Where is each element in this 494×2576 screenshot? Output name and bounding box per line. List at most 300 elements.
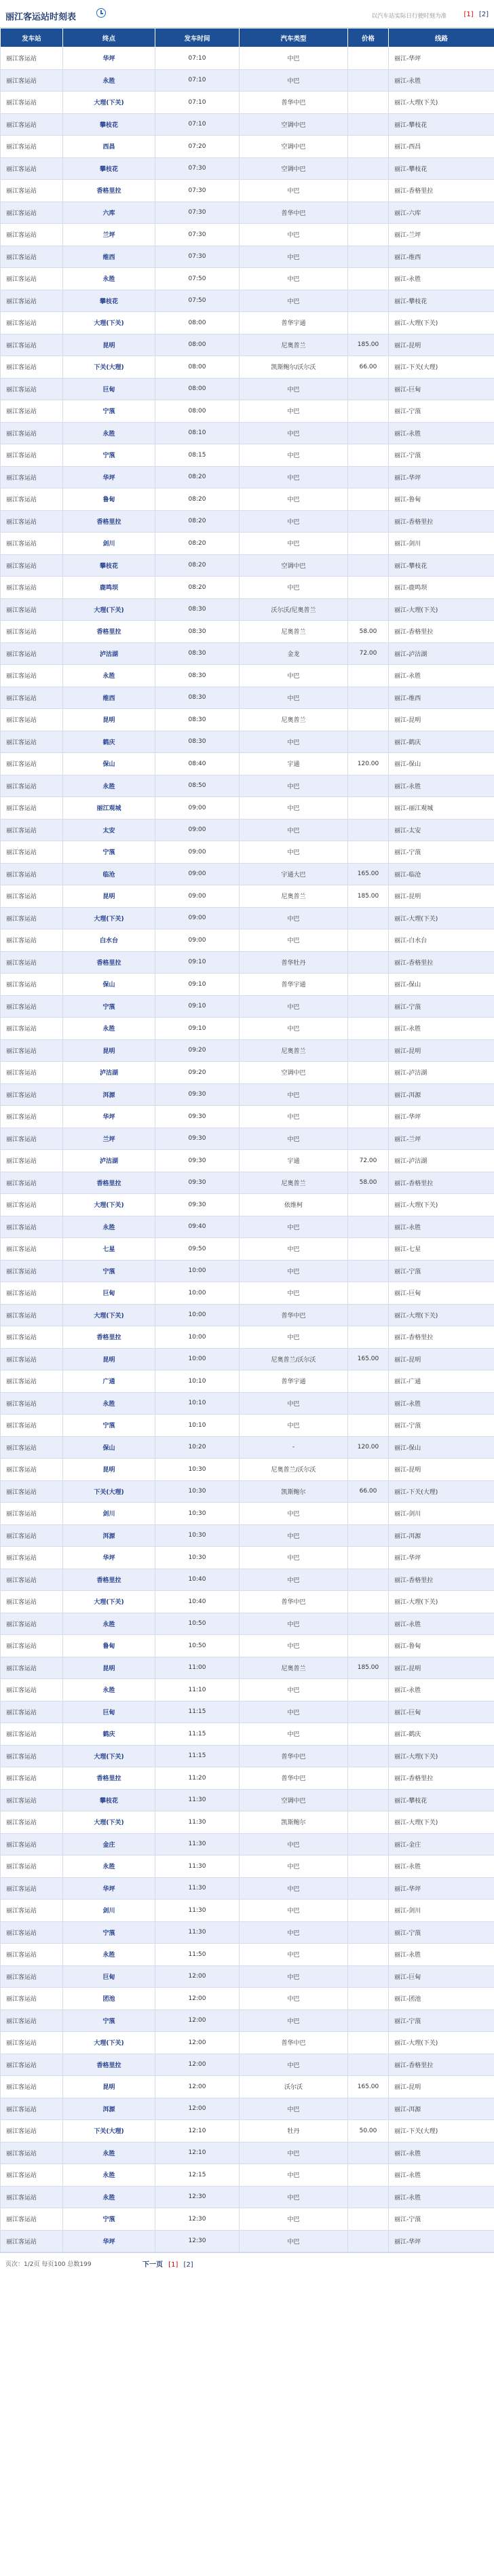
cell-price: [348, 268, 389, 290]
cell-price: [348, 2010, 389, 2032]
cell-price: [348, 113, 389, 136]
cell-start-station: 丽江客运站: [1, 1106, 63, 1128]
cell-start-station: 丽江客运站: [1, 1811, 63, 1834]
cell-price: [348, 797, 389, 820]
cell-price: [348, 422, 389, 444]
cell-destination[interactable]: 宁蒗: [63, 841, 155, 864]
cell-bus-type: 尼奥普兰/沃尔沃: [240, 1348, 348, 1370]
cell-destination[interactable]: 丽江观城: [63, 797, 155, 820]
cell-departure-time: 10:50: [155, 1613, 240, 1635]
cell-price: [348, 1723, 389, 1746]
table-row: [1, 1613, 494, 1635]
cell-destination[interactable]: 洱源: [63, 1083, 155, 1106]
cell-route: 丽江-昆明: [389, 1348, 494, 1370]
cell-price: [348, 665, 389, 687]
cell-price: 120.00: [348, 1436, 389, 1459]
cell-route: 丽江-巨甸: [389, 1965, 494, 1988]
cell-departure-time: 08:20: [155, 554, 240, 577]
cell-destination[interactable]: 七星: [63, 1238, 155, 1261]
cell-price: [348, 1194, 389, 1216]
cell-route: 丽江-泸沽湖: [389, 1150, 494, 1172]
cell-destination[interactable]: 大理(下关): [63, 1811, 155, 1834]
cell-departure-time: 10:30: [155, 1524, 240, 1547]
table-row: [1, 378, 494, 400]
cell-start-station: 丽江客运站: [1, 92, 63, 114]
cell-price: [348, 598, 389, 621]
cell-price: [348, 1392, 389, 1415]
table-row: [1, 2230, 494, 2252]
cell-destination[interactable]: 保山: [63, 1436, 155, 1459]
cell-destination[interactable]: 六库: [63, 201, 155, 224]
cell-destination[interactable]: 维西: [63, 687, 155, 709]
cell-destination[interactable]: 香格里拉: [63, 1569, 155, 1591]
cell-bus-type: 中巴: [240, 1083, 348, 1106]
cell-route: 丽江-兰坪: [389, 1128, 494, 1150]
cell-price: [348, 1415, 389, 1437]
cell-price: [348, 841, 389, 864]
cell-route: 丽江-宁蒗: [389, 1921, 494, 1944]
cell-start-station: 丽江客运站: [1, 1988, 63, 2010]
cell-destination[interactable]: 下关(大理): [63, 356, 155, 379]
cell-destination[interactable]: 大理(下关): [63, 1304, 155, 1326]
cell-start-station: 丽江客运站: [1, 995, 63, 1018]
table-row: [1, 2032, 494, 2054]
cell-destination[interactable]: 大理(下关): [63, 1194, 155, 1216]
cell-destination[interactable]: 洱源: [63, 2098, 155, 2120]
cell-destination[interactable]: 兰坪: [63, 1128, 155, 1150]
cell-start-station: 丽江客运站: [1, 1392, 63, 1415]
page-link-1-bottom[interactable]: [1]: [168, 2261, 178, 2269]
cell-destination[interactable]: 香格里拉: [63, 1326, 155, 1349]
cell-destination[interactable]: 永胜: [63, 2186, 155, 2208]
cell-bus-type: 沃尔沃/尼奥普兰: [240, 598, 348, 621]
cell-destination[interactable]: 华坪: [63, 1106, 155, 1128]
cell-destination[interactable]: 剑川: [63, 1900, 155, 1922]
cell-start-station: 丽江客运站: [1, 577, 63, 599]
cell-destination[interactable]: 巨甸: [63, 1701, 155, 1723]
cell-start-station: 丽江客运站: [1, 1370, 63, 1393]
cell-destination[interactable]: 宁蒗: [63, 400, 155, 423]
table-row: [1, 1039, 494, 1062]
cell-destination[interactable]: 昆明: [63, 1459, 155, 1481]
cell-bus-type: 中巴: [240, 1415, 348, 1437]
next-page-link[interactable]: 下一页: [142, 2261, 163, 2269]
cell-departure-time: 11:20: [155, 1767, 240, 1790]
cell-destination[interactable]: 永胜: [63, 69, 155, 92]
cell-price: [348, 400, 389, 423]
cell-bus-type: 宇通: [240, 1150, 348, 1172]
cell-destination[interactable]: 洱源: [63, 1524, 155, 1547]
cell-departure-time: 08:40: [155, 753, 240, 775]
cell-departure-time: 08:00: [155, 334, 240, 356]
cell-destination[interactable]: 香格里拉: [63, 1767, 155, 1790]
cell-destination[interactable]: 永胜: [63, 1018, 155, 1040]
cell-price: [348, 2142, 389, 2164]
cell-departure-time: 11:30: [155, 1833, 240, 1856]
table-row: [1, 753, 494, 775]
cell-destination[interactable]: 巨甸: [63, 1965, 155, 1988]
cell-destination[interactable]: 鹤庆: [63, 731, 155, 753]
cell-departure-time: 12:00: [155, 1965, 240, 1988]
cell-route: 丽江-昆明: [389, 1459, 494, 1481]
cell-departure-time: 09:30: [155, 1172, 240, 1194]
table-row: [1, 951, 494, 974]
cell-bus-type: 中巴: [240, 2208, 348, 2231]
cell-destination[interactable]: 攀枝花: [63, 554, 155, 577]
cell-bus-type: 中巴: [240, 1701, 348, 1723]
cell-destination[interactable]: 维西: [63, 246, 155, 268]
table-row: [1, 2186, 494, 2208]
col-header-departure-time: 发车时间: [155, 28, 240, 47]
cell-route: 丽江-攀枝花: [389, 157, 494, 180]
cell-destination[interactable]: 永胜: [63, 665, 155, 687]
cell-destination[interactable]: 攀枝花: [63, 113, 155, 136]
cell-bus-type: 中巴: [240, 400, 348, 423]
cell-start-station: 丽江客运站: [1, 1833, 63, 1856]
cell-destination[interactable]: 泸沽湖: [63, 642, 155, 665]
cell-destination[interactable]: 华坪: [63, 47, 155, 70]
cell-departure-time: 08:30: [155, 665, 240, 687]
cell-bus-type: 中巴: [240, 1106, 348, 1128]
cell-bus-type: 中巴: [240, 665, 348, 687]
cell-bus-type: 中巴: [240, 1613, 348, 1635]
cell-destination[interactable]: 剑川: [63, 533, 155, 555]
cell-route: 丽江-华坪: [389, 2230, 494, 2252]
cell-destination[interactable]: 宁蒗: [63, 995, 155, 1018]
cell-destination[interactable]: 巨甸: [63, 378, 155, 400]
cell-price: [348, 1701, 389, 1723]
cell-route: 丽江-剑川: [389, 1900, 494, 1922]
cell-departure-time: 09:50: [155, 1238, 240, 1261]
table-row: [1, 885, 494, 908]
cell-bus-type: 普华宇通: [240, 312, 348, 334]
cell-destination[interactable]: 永胜: [63, 2142, 155, 2164]
cell-bus-type: 中巴: [240, 1326, 348, 1349]
cell-departure-time: 10:30: [155, 1480, 240, 1503]
cell-route: 丽江-保山: [389, 1436, 494, 1459]
cell-bus-type: 空调中巴: [240, 113, 348, 136]
cell-destination[interactable]: 华坪: [63, 2230, 155, 2252]
cell-bus-type: 中巴: [240, 533, 348, 555]
cell-bus-type: 中巴: [240, 929, 348, 952]
cell-start-station: 丽江客运站: [1, 2120, 63, 2142]
cell-destination[interactable]: 永胜: [63, 1679, 155, 1702]
cell-destination[interactable]: 宁蒗: [63, 1415, 155, 1437]
cell-route: 丽江-保山: [389, 974, 494, 996]
cell-bus-type: -: [240, 1436, 348, 1459]
cell-price: [348, 2054, 389, 2076]
cell-departure-time: 10:40: [155, 1591, 240, 1613]
cell-price: [348, 1524, 389, 1547]
cell-destination[interactable]: 保山: [63, 974, 155, 996]
cell-price: [348, 1679, 389, 1702]
cell-destination[interactable]: 大理(下关): [63, 312, 155, 334]
cell-price: [348, 1370, 389, 1393]
cell-destination[interactable]: 宁蒗: [63, 1260, 155, 1282]
cell-destination[interactable]: 攀枝花: [63, 1789, 155, 1811]
cell-bus-type: 中巴: [240, 1833, 348, 1856]
cell-destination[interactable]: 泸沽湖: [63, 1150, 155, 1172]
cell-route: 丽江-大理(下关): [389, 598, 494, 621]
cell-destination[interactable]: 华坪: [63, 1877, 155, 1900]
cell-start-station: 丽江客运站: [1, 1547, 63, 1569]
cell-bus-type: 中巴: [240, 268, 348, 290]
cell-destination[interactable]: 昆明: [63, 1039, 155, 1062]
cell-departure-time: 08:50: [155, 775, 240, 797]
cell-destination[interactable]: 宁蒗: [63, 1921, 155, 1944]
cell-departure-time: 10:30: [155, 1459, 240, 1481]
cell-start-station: 丽江客运站: [1, 1083, 63, 1106]
cell-bus-type: 中巴: [240, 1921, 348, 1944]
cell-route: 丽江-大理(下关): [389, 1194, 494, 1216]
cell-bus-type: 中巴: [240, 488, 348, 511]
table-row: [1, 1194, 494, 1216]
cell-destination[interactable]: 下关(大理): [63, 1480, 155, 1503]
cell-price: [348, 290, 389, 312]
cell-price: [348, 1988, 389, 2010]
cell-bus-type: 中巴: [240, 797, 348, 820]
cell-price: [348, 1547, 389, 1569]
table-row: [1, 2142, 494, 2164]
cell-destination[interactable]: 香格里拉: [63, 510, 155, 533]
cell-destination[interactable]: 宁蒗: [63, 2208, 155, 2231]
cell-destination[interactable]: 剑川: [63, 1503, 155, 1525]
page-link-2[interactable]: [2]: [478, 11, 489, 18]
table-row: [1, 157, 494, 180]
cell-destination[interactable]: 香格里拉: [63, 180, 155, 202]
cell-route: 丽江-永胜: [389, 665, 494, 687]
cell-bus-type: 空调中巴: [240, 554, 348, 577]
cell-destination[interactable]: 永胜: [63, 1944, 155, 1966]
clock-icon: [96, 8, 106, 18]
cell-price: [348, 157, 389, 180]
cell-destination[interactable]: 华坪: [63, 1547, 155, 1569]
cell-destination[interactable]: 广通: [63, 1370, 155, 1393]
cell-destination[interactable]: 永胜: [63, 775, 155, 797]
cell-bus-type: 中巴: [240, 775, 348, 797]
cell-route: 丽江-宁蒗: [389, 400, 494, 423]
cell-route: 丽江-永胜: [389, 1944, 494, 1966]
cell-destination[interactable]: 永胜: [63, 422, 155, 444]
cell-destination[interactable]: 大理(下关): [63, 907, 155, 929]
cell-departure-time: 11:15: [155, 1701, 240, 1723]
cell-price: 185.00: [348, 1657, 389, 1679]
cell-price: [348, 69, 389, 92]
cell-destination[interactable]: 永胜: [63, 1216, 155, 1238]
cell-bus-type: 中巴: [240, 69, 348, 92]
cell-destination[interactable]: 昆明: [63, 2076, 155, 2098]
table-row: [1, 400, 494, 423]
cell-destination[interactable]: 鹿鸣坝: [63, 577, 155, 599]
cell-departure-time: 09:30: [155, 1194, 240, 1216]
cell-route: 丽江-兰坪: [389, 224, 494, 246]
cell-bus-type: 中巴: [240, 1877, 348, 1900]
table-row: [1, 1833, 494, 1856]
cell-start-station: 丽江客运站: [1, 1348, 63, 1370]
table-row: [1, 290, 494, 312]
cell-destination[interactable]: 大理(下关): [63, 2032, 155, 2054]
cell-price: [348, 1106, 389, 1128]
cell-destination[interactable]: 永胜: [63, 1392, 155, 1415]
cell-destination[interactable]: 昆明: [63, 885, 155, 908]
cell-bus-type: 沃尔沃: [240, 2076, 348, 2098]
cell-start-station: 丽江客运站: [1, 2164, 63, 2187]
cell-destination[interactable]: 鲁甸: [63, 1635, 155, 1657]
cell-destination[interactable]: 永胜: [63, 2164, 155, 2187]
cell-price: [348, 2230, 389, 2252]
cell-destination[interactable]: 香格里拉: [63, 2054, 155, 2076]
table-row: [1, 819, 494, 841]
cell-bus-type: 凯斯鲍尔: [240, 1811, 348, 1834]
cell-price: [348, 2164, 389, 2187]
cell-departure-time: 10:20: [155, 1436, 240, 1459]
cell-bus-type: 中巴: [240, 2164, 348, 2187]
timetable-note: 以汽车站实际日行驶时刻为准: [371, 13, 446, 20]
cell-route: 丽江-洱源: [389, 1524, 494, 1547]
table-row: [1, 1128, 494, 1150]
cell-start-station: 丽江客运站: [1, 642, 63, 665]
cell-destination[interactable]: 兰坪: [63, 224, 155, 246]
table-row: [1, 1745, 494, 1767]
cell-destination[interactable]: 泸沽湖: [63, 1062, 155, 1084]
cell-destination[interactable]: 大理(下关): [63, 1745, 155, 1767]
cell-destination[interactable]: 宁蒗: [63, 444, 155, 467]
cell-destination[interactable]: 香格里拉: [63, 951, 155, 974]
cell-destination[interactable]: 昆明: [63, 334, 155, 356]
cell-destination[interactable]: 临沧: [63, 863, 155, 885]
cell-bus-type: 中巴: [240, 1679, 348, 1702]
cell-route: 丽江-巨甸: [389, 378, 494, 400]
cell-destination[interactable]: 永胜: [63, 1856, 155, 1878]
cell-destination[interactable]: 鲁甸: [63, 488, 155, 511]
cell-departure-time: 08:00: [155, 378, 240, 400]
cell-bus-type: 普华宇通: [240, 974, 348, 996]
cell-start-station: 丽江客运站: [1, 775, 63, 797]
cell-destination[interactable]: 大理(下关): [63, 598, 155, 621]
cell-start-station: 丽江客运站: [1, 1062, 63, 1084]
cell-departure-time: 12:30: [155, 2230, 240, 2252]
cell-route: 丽江-团池: [389, 1988, 494, 2010]
cell-route: 丽江-昆明: [389, 334, 494, 356]
page-link-2-bottom[interactable]: [2]: [183, 2261, 193, 2269]
cell-destination[interactable]: 攀枝花: [63, 290, 155, 312]
cell-destination[interactable]: 香格里拉: [63, 1172, 155, 1194]
cell-price: [348, 92, 389, 114]
cell-departure-time: 07:10: [155, 92, 240, 114]
cell-start-station: 丽江客运站: [1, 422, 63, 444]
cell-route: 丽江-永胜: [389, 1856, 494, 1878]
timetable: [0, 28, 494, 2252]
cell-route: 丽江-丽江观城: [389, 797, 494, 820]
cell-destination[interactable]: 团池: [63, 1988, 155, 2010]
cell-route: 丽江-永胜: [389, 1392, 494, 1415]
cell-price: [348, 1789, 389, 1811]
table-row: [1, 1657, 494, 1679]
cell-destination[interactable]: 宁蒗: [63, 2010, 155, 2032]
table-row: [1, 113, 494, 136]
table-row: [1, 1062, 494, 1084]
cell-departure-time: 11:00: [155, 1657, 240, 1679]
cell-price: [348, 2208, 389, 2231]
table-row: [1, 1282, 494, 1305]
cell-destination[interactable]: 大理(下关): [63, 92, 155, 114]
cell-departure-time: 08:00: [155, 312, 240, 334]
cell-destination[interactable]: 金庄: [63, 1833, 155, 1856]
cell-departure-time: 12:00: [155, 2098, 240, 2120]
cell-start-station: 丽江客运站: [1, 1657, 63, 1679]
cell-departure-time: 08:30: [155, 687, 240, 709]
cell-departure-time: 10:40: [155, 1569, 240, 1591]
cell-destination[interactable]: 永胜: [63, 268, 155, 290]
cell-destination[interactable]: 昆明: [63, 1348, 155, 1370]
cell-price: [348, 1018, 389, 1040]
cell-destination[interactable]: 香格里拉: [63, 621, 155, 643]
table-row: [1, 995, 494, 1018]
cell-start-station: 丽江客运站: [1, 907, 63, 929]
table-row: [1, 1635, 494, 1657]
cell-departure-time: 07:10: [155, 69, 240, 92]
cell-start-station: 丽江客运站: [1, 1238, 63, 1261]
cell-start-station: 丽江客运站: [1, 2208, 63, 2231]
cell-departure-time: 10:10: [155, 1415, 240, 1437]
table-row: [1, 2076, 494, 2098]
cell-price: [348, 201, 389, 224]
cell-route: 丽江-攀枝花: [389, 554, 494, 577]
cell-departure-time: 09:00: [155, 841, 240, 864]
cell-bus-type: 宇通大巴: [240, 863, 348, 885]
cell-destination[interactable]: 巨甸: [63, 1282, 155, 1305]
cell-departure-time: 08:30: [155, 709, 240, 731]
cell-bus-type: 凯斯鲍尔: [240, 1480, 348, 1503]
cell-departure-time: 10:00: [155, 1260, 240, 1282]
cell-route: 丽江-昆明: [389, 2076, 494, 2098]
cell-destination[interactable]: 华坪: [63, 466, 155, 488]
cell-price: [348, 466, 389, 488]
cell-destination[interactable]: 昆明: [63, 709, 155, 731]
cell-bus-type: 尼奥普兰: [240, 621, 348, 643]
cell-route: 丽江-七星: [389, 1238, 494, 1261]
cell-start-station: 丽江客运站: [1, 1965, 63, 1988]
table-row: [1, 1172, 494, 1194]
cell-destination[interactable]: 太安: [63, 819, 155, 841]
cell-price: [348, 974, 389, 996]
cell-destination[interactable]: 鹤庆: [63, 1723, 155, 1746]
cell-bus-type: 中巴: [240, 1988, 348, 2010]
cell-start-station: 丽江客运站: [1, 1018, 63, 1040]
cell-route: 丽江-临沧: [389, 863, 494, 885]
cell-departure-time: 09:30: [155, 1106, 240, 1128]
cell-destination[interactable]: 永胜: [63, 1613, 155, 1635]
cell-destination[interactable]: 西昌: [63, 136, 155, 158]
page-link-1[interactable]: [1]: [463, 11, 474, 18]
cell-destination[interactable]: 下关(大理): [63, 2120, 155, 2142]
cell-destination[interactable]: 保山: [63, 753, 155, 775]
cell-start-station: 丽江客运站: [1, 356, 63, 379]
cell-start-station: 丽江客运站: [1, 1128, 63, 1150]
cell-bus-type: 中巴: [240, 577, 348, 599]
cell-price: [348, 378, 389, 400]
cell-destination[interactable]: 攀枝花: [63, 157, 155, 180]
cell-price: 58.00: [348, 1172, 389, 1194]
cell-route: 丽江-昆明: [389, 1039, 494, 1062]
cell-departure-time: 07:20: [155, 136, 240, 158]
cell-destination[interactable]: 白水台: [63, 929, 155, 952]
cell-bus-type: 依维柯: [240, 1194, 348, 1216]
table-row: [1, 863, 494, 885]
cell-destination[interactable]: 昆明: [63, 1657, 155, 1679]
cell-destination[interactable]: 大理(下关): [63, 1591, 155, 1613]
table-header-row: [1, 28, 494, 47]
